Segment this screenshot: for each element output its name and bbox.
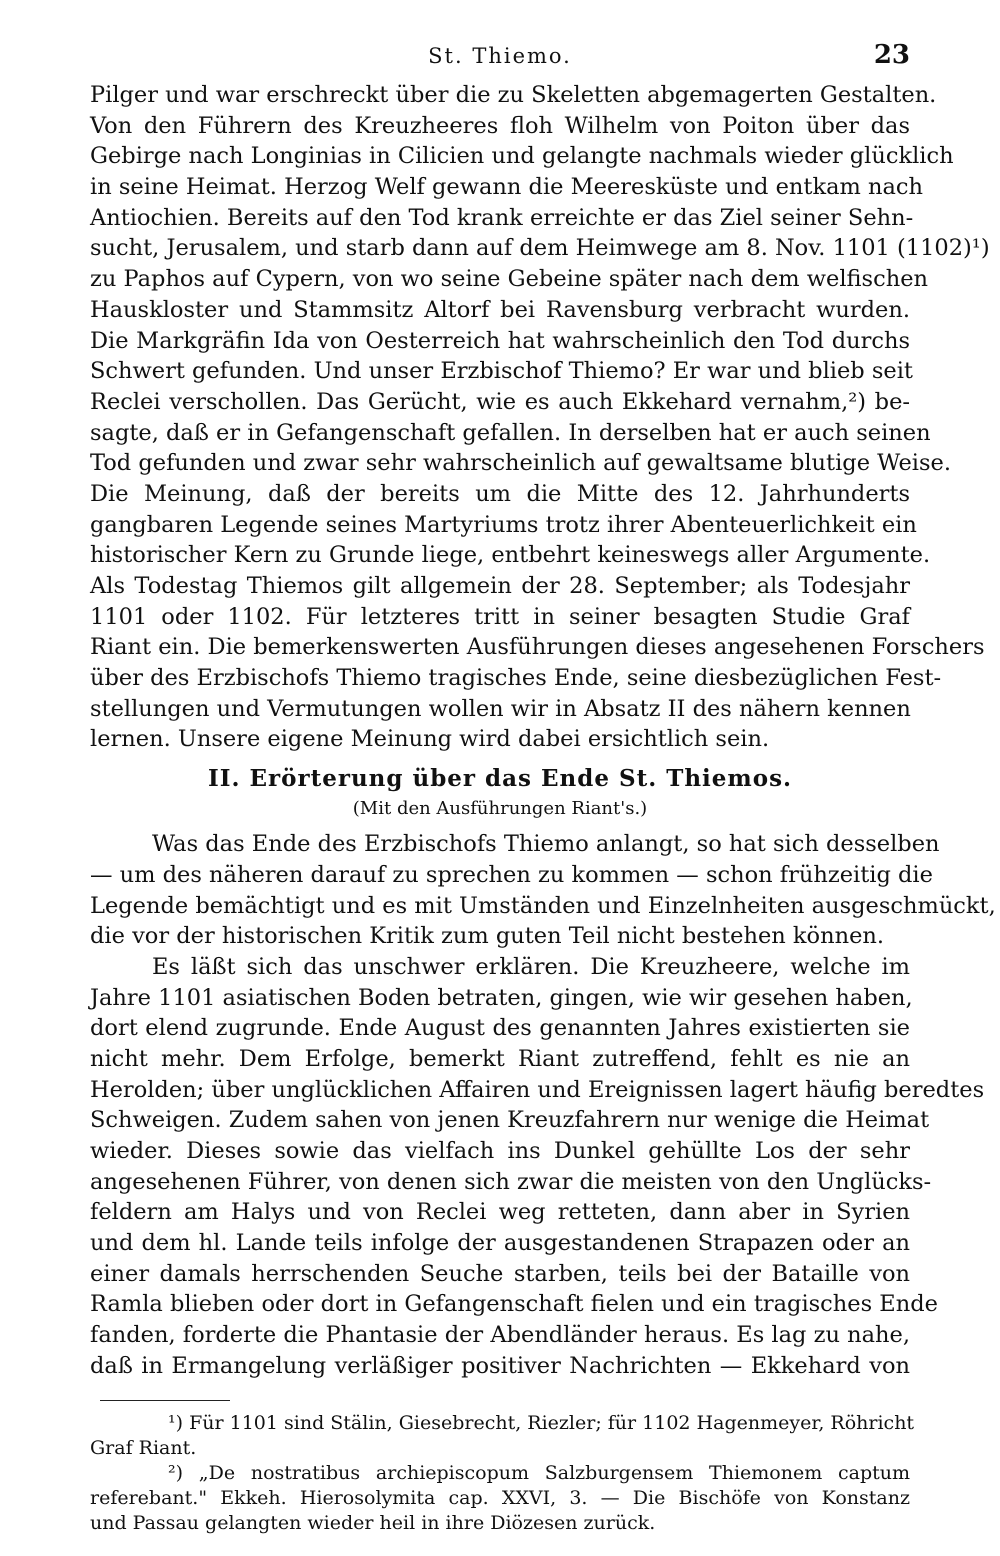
text-line: Schwert gefunden. Und unser Erzbischof Thiemo? Er war und blieb seit <box>90 358 913 385</box>
text-line: 1101 oder 1102. Für letzteres tritt in seiner besagten Studie Graf <box>90 603 910 630</box>
text-line: Ramla blieben oder dort in Gefangenschaft fielen und ein tragisches Ende <box>90 1291 938 1318</box>
page-number: 23 <box>873 40 910 70</box>
text-line: wieder. Dieses sowie das vielfach ins Dunkel gehüllte Los der sehr <box>90 1138 910 1164</box>
text-line: Als Todestag Thiemos gilt allgemein der 28. September; als Todesjahr <box>90 573 910 599</box>
section-subheading: (Mit den Ausführungen Riant's.) <box>352 798 648 820</box>
text-line: Was das Ende des Erzbischofs Thiemo anlangt, so hat sich desselben <box>152 831 940 858</box>
text-line: angesehenen Führer, von denen sich zwar die meisten von den Unglücks- <box>90 1168 932 1195</box>
footnotes <box>90 1411 915 1536</box>
paragraph-1 <box>90 80 990 755</box>
text-line: und dem hl. Lande teils infolge der ausgestandenen Strapazen oder an <box>90 1230 910 1257</box>
text-line: — um des näheren darauf zu sprechen zu kommen — schon frühzeitig die <box>90 861 933 888</box>
footnote-line: Graf Riant. <box>90 1436 197 1459</box>
text-line: Von den Führern des Kreuzheeres floh Wilhelm von Poiton über das <box>90 112 910 139</box>
text-line: gangbaren Legende seines Martyriums trotz ihrer Abenteuerlichkeit ein <box>90 511 917 538</box>
text-line: dort elend zugrunde. Ende August des genannten Jahres existierten sie <box>90 1015 910 1042</box>
text-line: Pilger und war erschreckt über die zu Skeletten abgemagerten Gestalten. <box>90 82 937 108</box>
paragraph-2 <box>90 829 996 952</box>
text-line: einer damals herrschenden Seuche starben, teils bei der Bataille von <box>90 1260 910 1287</box>
text-line: nicht mehr. Dem Erfolge, bemerkt Riant zutreffend, fehlt es nie an <box>90 1045 910 1072</box>
book-page <box>90 40 996 1536</box>
text-line: die vor der historischen Kritik zum guten Teil nicht bestehen können. <box>90 923 885 950</box>
text-line: feldern am Halys und von Reclei weg retteten, dann aber in Syrien <box>90 1199 910 1226</box>
text-line: Die Meinung, daß der bereits um die Mitte des 12. Jahrhunderts <box>90 480 910 507</box>
footnote-line: ²) „De nostratibus archiepiscopum Salzburgensem Thiemonem captum <box>168 1461 910 1484</box>
running-head <box>90 40 910 80</box>
footnote-separator <box>100 1400 230 1401</box>
text-line: historischer Kern zu Grunde liege, entbehrt keineswegs aller Argumente. <box>90 542 931 569</box>
footnote-line: referebant." Ekkeh. Hierosolymita cap. XXVI, 3. — Die Bischöfe von Konstanz <box>90 1486 910 1509</box>
footnote-line: und Passau gelangten wieder heil in ihre Diözesen zurück. <box>90 1511 656 1534</box>
text-line: Reclei verschollen. Das Gerücht, wie es auch Ekkehard vernahm,²) be- <box>90 388 910 415</box>
text-line: fanden, forderte die Phantasie der Abendländer heraus. Es lag zu nahe, <box>90 1322 910 1349</box>
section-heading: II. Erörterung über das Ende St. Thiemos. <box>207 765 793 793</box>
text-line: über des Erzbischofs Thiemo tragisches Ende, seine diesbezüglichen Fest- <box>90 665 942 692</box>
header-title: St. Thiemo. <box>428 44 572 68</box>
text-line: zu Paphos auf Cypern, von wo seine Gebeine später nach dem welfischen <box>90 266 929 293</box>
text-line: Jahre 1101 asiatischen Boden betraten, gingen, wie wir gesehen haben, <box>90 984 913 1011</box>
text-line: lernen. Unsere eigene Meinung wird dabei ersichtlich sein. <box>90 726 770 753</box>
text-line: daß in Ermangelung verläßiger positiver Nachrichten — Ekkehard von <box>90 1352 910 1379</box>
text-line: stellungen und Vermutungen wollen wir in Absatz II des nähern kennen <box>90 695 911 722</box>
text-line: Die Markgräfin Ida von Oesterreich hat wahrscheinlich den Tod durchs <box>90 327 910 354</box>
text-line: Hauskloster und Stammsitz Altorf bei Ravensburg verbracht wurden. <box>90 296 910 323</box>
text-line: sagte, daß er in Gefangenschaft gefallen. In derselben hat er auch seinen <box>90 419 931 446</box>
text-line: in seine Heimat. Herzog Welf gewann die Meeresküste und entkam nach <box>90 174 923 201</box>
footnote-line: ¹) Für 1101 sind Stälin, Giesebrecht, Riezler; für 1102 Hagenmeyer, Röhricht <box>168 1411 915 1434</box>
text-line: Tod gefunden und zwar sehr wahrscheinlich auf gewaltsame blutige Weise. <box>90 450 951 477</box>
text-line: Legende bemächtigt und es mit Umständen und Einzelnheiten ausgeschmückt, <box>90 892 996 919</box>
text-line: Gebirge nach Longinias in Cilicien und gelangte nachmals wieder glücklich <box>90 143 954 170</box>
text-line: Herolden; über unglücklichen Affairen und Ereignissen lagert häufig beredtes <box>90 1076 985 1103</box>
text-line: Schweigen. Zudem sahen von jenen Kreuzfahrern nur wenige die Heimat <box>90 1107 930 1134</box>
paragraph-3 <box>90 952 985 1382</box>
text-line: Antiochien. Bereits auf den Tod krank erreichte er das Ziel seiner Sehn- <box>90 204 914 231</box>
text-line: sucht, Jerusalem, und starb dann auf dem Heimwege am 8. Nov. 1101 (1102)¹) <box>90 235 990 262</box>
text-line: Es läßt sich das unschwer erklären. Die Kreuzheere, welche im <box>152 953 910 980</box>
text-line: Riant ein. Die bemerkenswerten Ausführungen dieses angesehenen Forschers <box>90 634 985 661</box>
